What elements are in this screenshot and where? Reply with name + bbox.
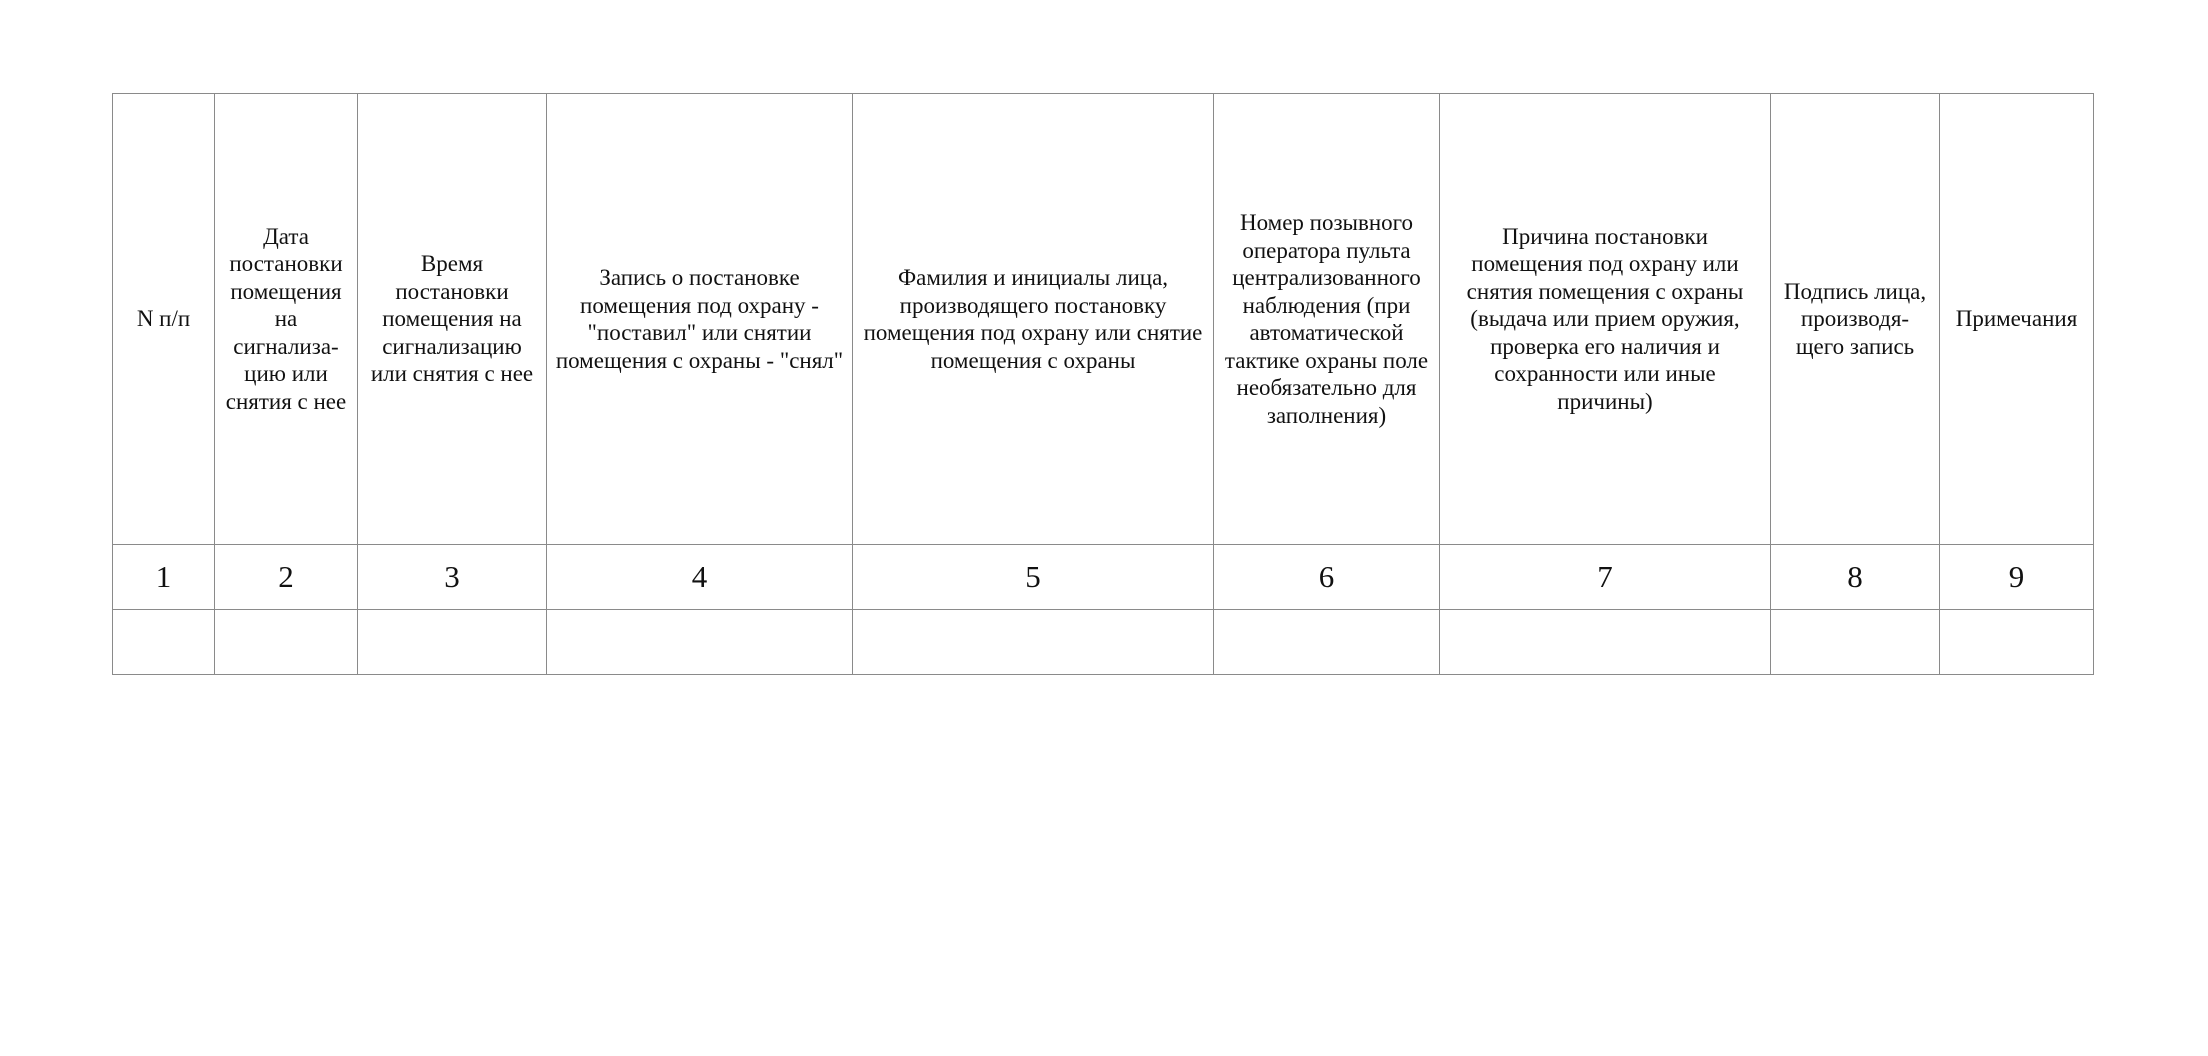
column-number-cell: 9 bbox=[1940, 545, 2094, 610]
header-cell-record: Запись о постановке помещения под охрану - "поставил" или снятии помещения с охраны - "снял" bbox=[547, 94, 853, 545]
entry-cell bbox=[1214, 610, 1440, 675]
entry-cell bbox=[113, 610, 215, 675]
column-number-row bbox=[113, 545, 2094, 610]
header-cell-reason: Причина постановки помещения под охрану или снятия помещения с охраны (выдача или прием оружия, проверка его наличия и сохранности или иные причины) bbox=[1440, 94, 1771, 545]
header-cell-time: Время постановки помещения на сигнализацию или снятия с нее bbox=[358, 94, 547, 545]
header-cell-number: N п/п bbox=[113, 94, 215, 545]
entry-cell bbox=[215, 610, 358, 675]
column-number-cell: 5 bbox=[853, 545, 1214, 610]
column-number-cell: 8 bbox=[1771, 545, 1940, 610]
column-number-cell: 2 bbox=[215, 545, 358, 610]
header-cell-signature: Подпись лица, производя-щего запись bbox=[1771, 94, 1940, 545]
entry-cell bbox=[1440, 610, 1771, 675]
entry-cell bbox=[853, 610, 1214, 675]
column-number-cell: 7 bbox=[1440, 545, 1771, 610]
header-cell-notes: Примечания bbox=[1940, 94, 2094, 545]
table-header-row bbox=[113, 94, 2094, 545]
header-cell-date: Дата постановки помещения на сигнализа-цию или снятия с нее bbox=[215, 94, 358, 545]
entry-cell bbox=[358, 610, 547, 675]
security-log-table bbox=[112, 93, 2094, 675]
column-number-cell: 3 bbox=[358, 545, 547, 610]
entry-cell bbox=[1940, 610, 2094, 675]
entry-cell bbox=[1771, 610, 1940, 675]
header-cell-person-name: Фамилия и инициалы лица, производящего постановку помещения под охрану или снятие помещения с охраны bbox=[853, 94, 1214, 545]
header-cell-operator-callsign: Номер позывного оператора пульта централизованного наблюдения (при автоматической тактике охраны поле необязательно для заполнения) bbox=[1214, 94, 1440, 545]
column-number-cell: 4 bbox=[547, 545, 853, 610]
column-number-cell: 1 bbox=[113, 545, 215, 610]
entry-cell bbox=[547, 610, 853, 675]
column-number-cell: 6 bbox=[1214, 545, 1440, 610]
empty-entry-row bbox=[113, 610, 2094, 675]
